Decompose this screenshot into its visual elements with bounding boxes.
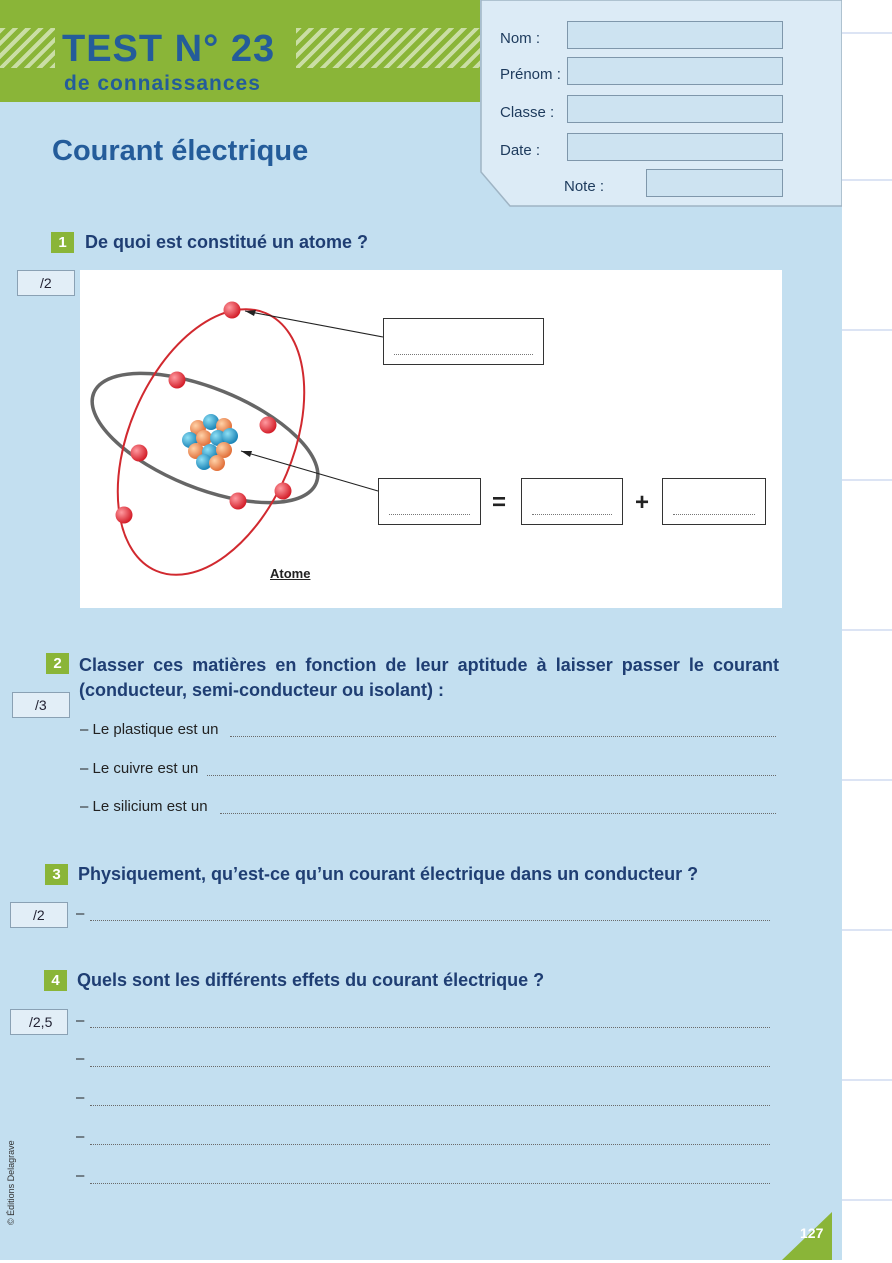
answer-dash: – [76, 1167, 85, 1184]
question-2-score: /3 [12, 692, 70, 718]
equals-sign: = [492, 489, 507, 516]
question-4-number: 4 [44, 970, 67, 991]
answer-line-q3[interactable] [90, 920, 770, 921]
page-number: 127 [800, 1225, 824, 1241]
answer-item-silicium: – Le silicium est un [80, 798, 208, 815]
answer-line-q4-2[interactable] [90, 1066, 770, 1067]
answer-dash: – [76, 1050, 85, 1067]
question-1-text: De quoi est constitué un atome ? [85, 232, 369, 252]
classe-label: Classe : [500, 104, 555, 121]
answer-line-plastique[interactable] [230, 736, 776, 737]
date-label: Date : [500, 142, 541, 159]
answer-dash: – [76, 1012, 85, 1029]
answer-box-nucleus[interactable] [378, 478, 481, 525]
note-field[interactable] [646, 169, 783, 197]
question-3-number: 3 [45, 864, 68, 885]
date-field[interactable] [567, 133, 783, 161]
question-2-text-line2: (conducteur, semi-conducteur ou isolant) : [79, 680, 445, 700]
answer-box-particle-2[interactable] [662, 478, 766, 525]
answer-item-cuivre: – Le cuivre est un [80, 760, 199, 777]
answer-line-q4-1[interactable] [90, 1027, 770, 1028]
prenom-label: Prénom : [500, 66, 561, 83]
answer-line-q4-4[interactable] [90, 1144, 770, 1145]
question-2-text-line1: Classer ces matières en fonction de leur aptitude à laisser passer le courant [79, 655, 779, 675]
pointer-line-electron [245, 311, 383, 337]
test-title: TEST N° 23 [62, 28, 276, 70]
question-3-score: /2 [10, 902, 68, 928]
answer-line-q4-3[interactable] [90, 1105, 770, 1106]
banner-hatch-right [296, 28, 480, 68]
atom-caption: Atome [270, 566, 311, 581]
atom-figure [80, 270, 782, 608]
answer-line-silicium[interactable] [220, 813, 776, 814]
answer-line-cuivre[interactable] [207, 775, 776, 776]
question-1-number: 1 [51, 232, 74, 253]
answer-item-plastique: – Le plastique est un [80, 721, 219, 738]
answer-dash: – [76, 905, 85, 922]
question-4-text: Quels sont les différents effets du courant électrique ? [77, 970, 545, 990]
prenom-field[interactable] [567, 57, 783, 85]
banner-hatch-left [0, 28, 55, 68]
answer-box-electron[interactable] [383, 318, 544, 365]
pointer-line-nucleus [241, 451, 378, 491]
student-info-panel [480, 0, 842, 210]
classe-field[interactable] [567, 95, 783, 123]
plus-sign: + [635, 489, 650, 516]
question-1-score: /2 [17, 270, 75, 296]
question-2-number: 2 [46, 653, 69, 674]
header-banner [0, 0, 480, 102]
test-subtitle: de connaissances [64, 72, 261, 95]
answer-dash: – [76, 1089, 85, 1106]
nom-field[interactable] [567, 21, 783, 49]
answer-line-q4-5[interactable] [90, 1183, 770, 1184]
nucleus [182, 414, 238, 471]
question-3-text: Physiquement, qu’est-ce qu’un courant électrique dans un conducteur ? [78, 864, 699, 884]
question-4-score: /2,5 [10, 1009, 68, 1035]
answer-box-particle-1[interactable] [521, 478, 623, 525]
page-title: Courant électrique [52, 135, 309, 167]
copyright-notice: © Éditions Delagrave [6, 1140, 16, 1225]
nom-label: Nom : [500, 30, 541, 47]
note-label: Note : [564, 178, 605, 195]
answer-dash: – [76, 1128, 85, 1145]
